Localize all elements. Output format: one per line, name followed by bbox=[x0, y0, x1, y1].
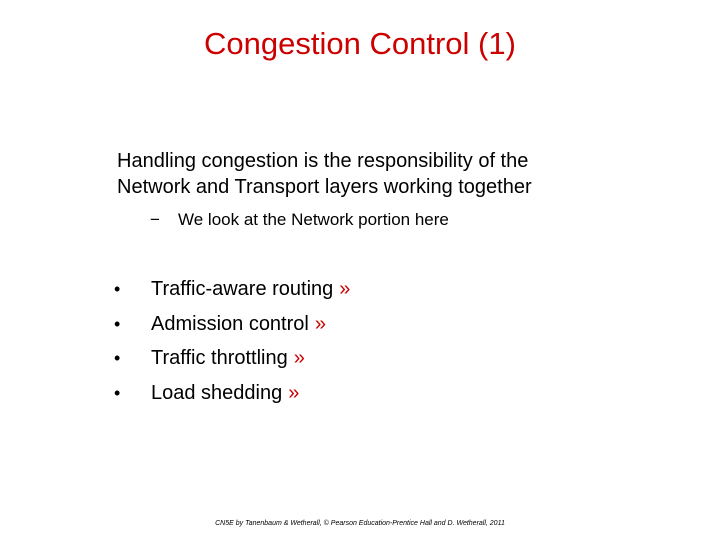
traffic-aware-routing-link[interactable]: » bbox=[339, 278, 351, 300]
list-item bbox=[114, 276, 350, 311]
sub-point bbox=[150, 208, 449, 232]
bullet-icon: • bbox=[114, 313, 121, 334]
intro-line-2: Network and Transport layers working together bbox=[117, 176, 532, 198]
bullet-label: Admission control bbox=[151, 312, 309, 335]
list-item bbox=[114, 345, 350, 380]
bullet-label: Traffic-aware routing bbox=[151, 278, 334, 300]
slide-title: Congestion Control (1) bbox=[204, 26, 516, 61]
bullet-label: Traffic throttling bbox=[151, 347, 288, 369]
bullet-label: Load shedding bbox=[151, 381, 283, 404]
list-item bbox=[114, 380, 350, 415]
traffic-throttling-link[interactable]: » bbox=[293, 347, 305, 369]
list-item bbox=[114, 311, 350, 346]
sub-point-text: We look at the Network portion here bbox=[178, 210, 449, 229]
intro-text bbox=[117, 148, 532, 200]
intro-line-1: Handling congestion is the responsibility of the bbox=[117, 150, 529, 172]
dash-marker: − bbox=[150, 210, 160, 229]
bullet-icon: • bbox=[114, 382, 121, 403]
admission-control-link[interactable]: » bbox=[314, 312, 326, 335]
bullet-icon: • bbox=[114, 279, 121, 299]
bullet-list bbox=[114, 276, 350, 414]
bullet-icon: • bbox=[114, 348, 121, 368]
footer-copyright: CN5E by Tanenbaum & Wetherall, © Pearson Education-Prentice Hall and D. Wetherall, 2011 bbox=[215, 520, 505, 527]
load-shedding-link[interactable]: » bbox=[288, 381, 300, 404]
